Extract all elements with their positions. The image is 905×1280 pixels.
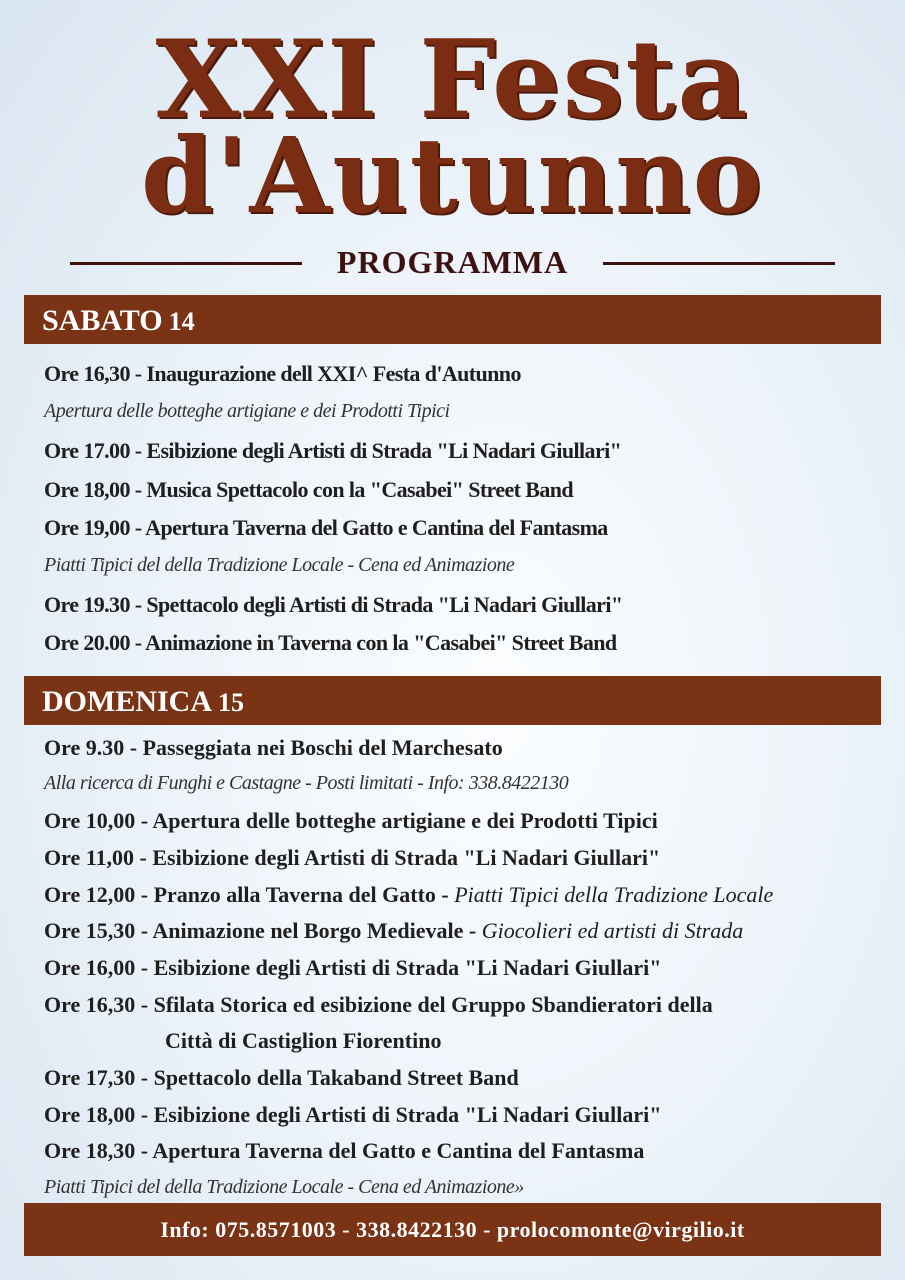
event-time: Ore 19.30 - <box>44 592 142 617</box>
event-row <box>44 477 573 503</box>
event-continuation: Città di Castiglion Fiorentino <box>165 1028 442 1053</box>
event-time: Ore 15,30 - <box>44 918 149 943</box>
event-time: Ore 10,00 - <box>44 808 149 833</box>
event-note: Alla ricerca di Funghi e Castagne - Posti limitati - Info: 338.8422130 <box>44 772 569 794</box>
title-line-2: d'Autunno <box>140 114 765 237</box>
event-text: Apertura Taverna del Gatto e Cantina del Fantasma <box>152 1138 645 1163</box>
day-band-sunday <box>24 676 881 725</box>
event-row <box>44 515 608 541</box>
event-text: Sfilata Storica ed esibizione del Gruppo Sbandieratori della <box>153 992 713 1017</box>
event-row <box>44 361 521 387</box>
event-row <box>44 1102 661 1128</box>
event-text: Spettacolo degli Artisti di Strada "Li Nadari Giullari" <box>146 592 623 617</box>
event-text: Musica Spettacolo con la "Casabei" Street Band <box>146 477 574 502</box>
event-row <box>44 1065 519 1091</box>
event-row <box>44 845 660 871</box>
event-text: Esibizione degli Artisti di Strada "Li Nadari Giullari" <box>153 955 662 980</box>
day-date: 15 <box>218 688 244 717</box>
event-text: Pranzo alla Taverna del Gatto - <box>153 882 449 907</box>
event-time: Ore 9.30 - <box>44 735 138 760</box>
day-name: SABATO <box>42 304 163 337</box>
event-text: Esibizione degli Artisti di Strada "Li Nadari Giullari" <box>153 1102 662 1127</box>
programma-heading <box>70 244 835 284</box>
event-time: Ore 16,30 - <box>44 361 142 386</box>
event-text: Animazione nel Borgo Medievale - <box>152 918 477 943</box>
event-time: Ore 18,00 - <box>44 477 142 502</box>
event-note: Piatti Tipici del della Tradizione Locale - Cena ed Animazione <box>44 554 515 576</box>
day-name: DOMENICA <box>42 685 212 718</box>
title-line-1: XXI Festa <box>155 17 750 143</box>
event-row <box>44 438 621 464</box>
event-row <box>44 992 713 1018</box>
event-text: Apertura Taverna del Gatto e Cantina del Fantasma <box>145 515 608 540</box>
event-time: Ore 11,00 - <box>44 845 147 870</box>
event-time: Ore 19,00 - <box>44 515 142 540</box>
event-time: Ore 18,00 - <box>44 1102 149 1127</box>
event-note: Piatti Tipici del della Tradizione Locale - Cena ed Animazione» <box>44 1176 524 1198</box>
day-date: 14 <box>168 307 195 336</box>
event-text: Apertura delle botteghe artigiane e dei Prodotti Tipici <box>152 808 658 833</box>
event-text: Animazione in Taverna con la "Casabei" Street Band <box>145 630 617 655</box>
event-text: Spettacolo della Takaband Street Band <box>153 1065 519 1090</box>
event-row <box>44 882 773 908</box>
event-time: Ore 16,30 - <box>44 992 149 1017</box>
event-time: Ore 17.00 - <box>44 438 142 463</box>
event-text: Esibizione degli Artisti di Strada "Li Nadari Giullari" <box>152 845 661 870</box>
event-row <box>44 735 503 761</box>
event-row <box>44 918 743 944</box>
event-text: Inaugurazione dell XXI^ Festa d'Autunno <box>146 361 521 386</box>
event-note: Apertura delle botteghe artigiane e dei Prodotti Tipici <box>44 400 450 422</box>
event-time: Ore 17,30 - <box>44 1065 149 1090</box>
event-extra: Piatti Tipici della Tradizione Locale <box>454 882 774 907</box>
event-row <box>44 955 661 981</box>
event-row <box>44 592 622 618</box>
event-extra: Giocolieri ed artisti di Strada <box>481 918 744 943</box>
event-time: Ore 12,00 - <box>44 882 149 907</box>
event-row <box>44 808 658 834</box>
event-row <box>44 1138 644 1164</box>
event-time: Ore 18,30 - <box>44 1138 149 1163</box>
event-text: Passeggiata nei Boschi del Marchesato <box>142 735 503 760</box>
event-time: Ore 16,00 - <box>44 955 149 980</box>
event-row <box>44 630 617 656</box>
event-text: Esibizione degli Artisti di Strada "Li Nadari Giullari" <box>146 438 622 463</box>
event-time: Ore 20.00 - <box>44 630 142 655</box>
day-band-saturday <box>24 295 881 344</box>
footer-info: Info: 075.8571003 - 338.8422130 - prolocomonte@virgilio.it <box>24 1203 881 1256</box>
divider-right <box>603 262 835 265</box>
subtitle: PROGRAMMA <box>336 244 569 280</box>
